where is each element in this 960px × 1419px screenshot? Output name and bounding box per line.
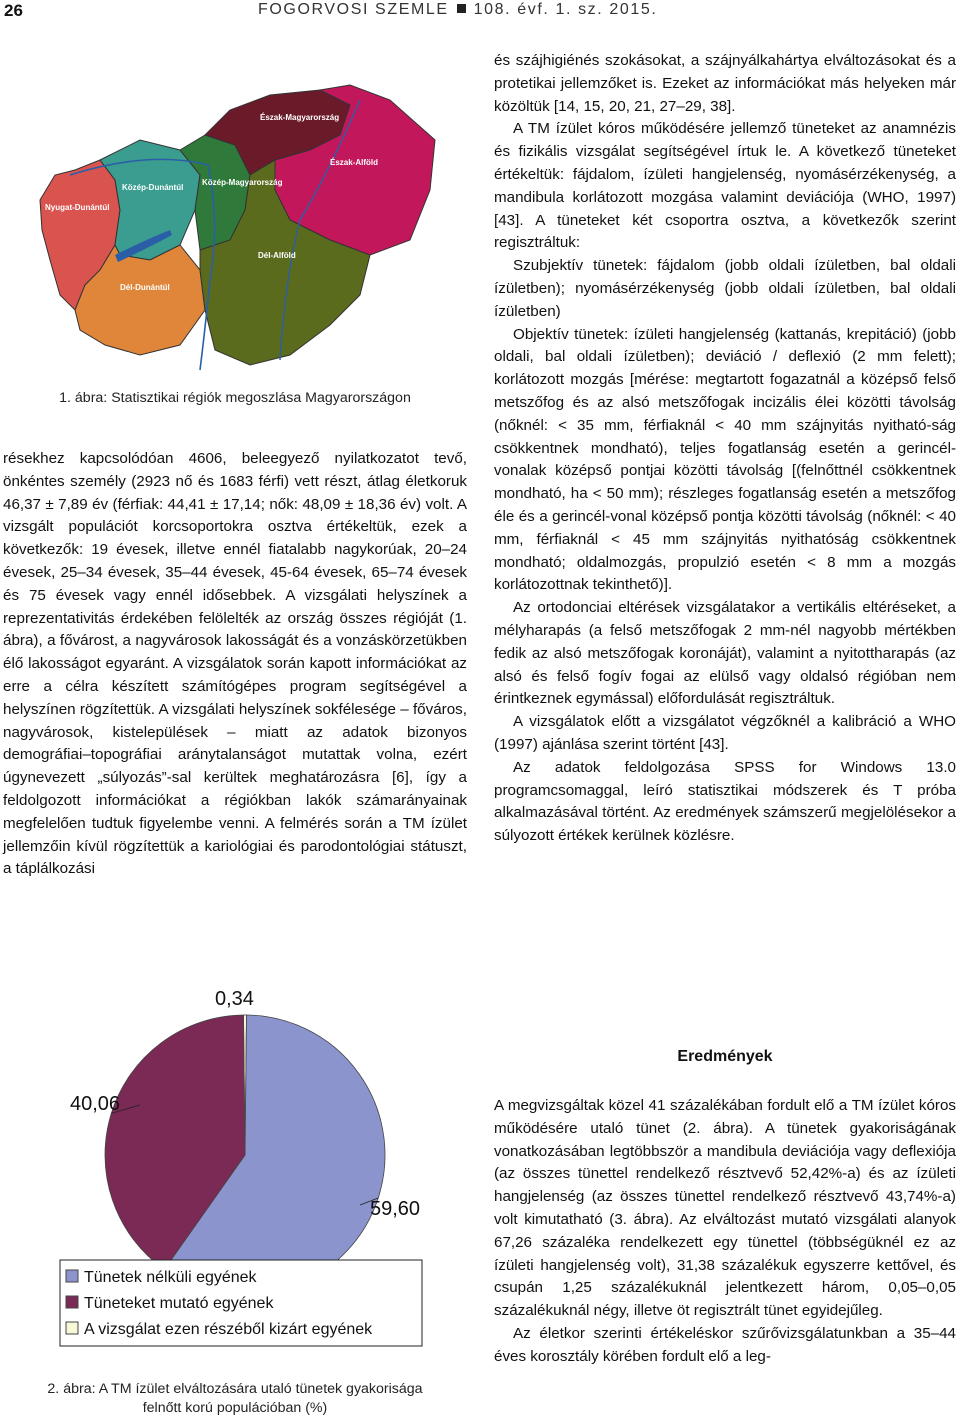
legend-label-0: Tünetek nélküli egyének bbox=[84, 1269, 257, 1286]
data-label-2: 0,34 bbox=[215, 988, 254, 1010]
results-paragraph-1: A megvizsgáltak közel 41 százalékában fordult elő a TM ízület kóros működésére utaló tünet (2. ábra). A tünetek gyakoriságának vonatkozásában legtöbbször a mandibula deviációja vagy deflexiója (az összes tünettel rendelkező résztvevő 52,42%-a) és az ízületi hangjelenség (az összes tünettel rendelkező résztvevő 43,74%-a) volt kimutatható (3. ábra). Az elváltozást mutató vizsgálati alanyok 67,26 százaléka rendelkezett egy tünettel (többségüknél ez az ízületi hangjelenség volt), 31,38 százalékuk egyszerre kettővel, és csupán 1,25 százalékuknál jelentkezett három, 0,05–0,05 százalékuknál négy, illetve öt regisztrált tünet egyidejűleg. bbox=[494, 1097, 956, 1320]
label-kozep-magyarorszag: Közép-Magyarország bbox=[202, 178, 283, 187]
pie-chart-figure bbox=[30, 960, 440, 1360]
figure2-caption-line1: 2. ábra: A TM ízület elváltozására utaló tünetek gyakorisága bbox=[47, 1381, 423, 1397]
right-paragraph-7: Az adatok feldolgozása SPSS for Windows 13.0 programcsomaggal, leíró statisztikai módszerek és T próba alkalmazásával történt. Az eredmények számszerű megjelölésekor a súlyozott értékek kerülnek közlésre. bbox=[494, 758, 956, 845]
right-paragraph-2: A TM ízület kóros működésére jellemző tüneteket az anamnézis és fizikális vizsgálat segítségével írtuk le. A következő tüneteket értékeltük: fájdalom, ízületi hangjelenség, nyomásérzékenység, a mandibula korlátozott mozgása valamint deviációja (WHO, 1997) [43]. A tüneteket két csoportra osztva, a következők szerint regisztráltuk: bbox=[494, 120, 956, 252]
right-paragraph-1: és szájhigiénés szokásokat, a szájnyálkahártya elváltozásokat és a protetikai jellemzőket is. Ezeket az információkat más helyeken már közöltük [14, 15, 20, 21, 27–29, 38]. bbox=[494, 52, 956, 115]
running-header bbox=[0, 0, 960, 26]
data-label-1: 40,06 bbox=[70, 1093, 121, 1115]
right-column bbox=[494, 50, 956, 848]
legend-swatch-1 bbox=[66, 1296, 78, 1308]
figure2-caption bbox=[3, 1380, 467, 1418]
label-eszak-alfold: Észak-Alföld bbox=[330, 158, 379, 167]
data-label-0: 59,60 bbox=[370, 1198, 421, 1220]
separator-square bbox=[457, 4, 466, 13]
left-paragraph: résekhez kapcsolódóan 4606, beleegyező nyilatkozatot tevő, önkéntes személy (2923 nő és 1683 férfi) vett részt, átlag életkoruk 46,37 ± 7,89 év (férfiak: 44,41 ± 17,14; nők: 48,09 ± 18,36 év) volt. A vizsgált populációt korcsoportokra osztva értékeltük, ezek a következők: 19 évesek, illetve ennél fiatalabb nagykorúak, 20–24 évesek, 25–34 évesek, 35–44 évesek, 45-64 évesek, 65–74 évesek és 75 évesek vagy ennél idősebbek. A vizsgálati helyszínek a reprezentativitás érdekében felölelték az ország összes régióját (1. ábra), a fővárost, a nagyvárosok lakosságát és a vonzáskörzetükben élő lakosságot egyaránt. A vizsgálatok során kapott információkat az erre a célra készített számítógépes program segítségével a helyszínen rögzítettük. A vizsgálati helyszínek sokfélesége – főváros, nagyvárosok, kistelepülések – miatt az adatok bizonyos demográfiai–topográfiai aránytalanságot mutattak volna, ezért úgynevezett „súlyozás”-sal kerültek meghatározásra [6], így a feldolgozott információkat a régiókban lakók számarányainak megfelelően tudtuk figyelembe venni. A felmérés során a TM ízület jellemzőin kívül rögzítettük a kariológiai és parodontológiai státuszt, a táplálkozási bbox=[3, 450, 467, 878]
legend-swatch-0 bbox=[66, 1270, 78, 1282]
label-del-alfold: Dél-Alföld bbox=[258, 251, 296, 260]
legend-label-2: A vizsgálat ezen részéből kizárt egyének bbox=[84, 1321, 373, 1338]
right-paragraph-5: Az ortodonciai eltérések vizsgálatakor a vertikális eltéréseket, a mélyharapás (a felső metszőfogak 2 mm-nél nagyobb mértékben fedik az alsó metszőfogak koronáját), valamint a nyitottharapás (az alsó és felső fogív fogai az elülső vagy oldalsó régióban nem érintkeznek egymással) előfordulását regisztráltuk. bbox=[494, 599, 956, 708]
label-del-dunantul: Dél-Dunántúl bbox=[120, 283, 170, 292]
page-number: 26 bbox=[4, 1, 23, 20]
label-kozep-dunantul: Közép-Dunántúl bbox=[122, 183, 184, 192]
journal-name: FOGORVOSI SZEMLE bbox=[258, 1, 449, 18]
right-paragraph-3: Szubjektív tünetek: fájdalom (jobb oldali ízületben, bal oldali ízületben); nyomásérzékenység (jobb oldali ízületben, bal oldali ízületben) bbox=[494, 257, 956, 320]
left-column bbox=[3, 448, 467, 881]
legend-label-1: Tüneteket mutató egyének bbox=[84, 1295, 274, 1312]
label-eszak-magyarorszag: Észak-Magyarország bbox=[260, 113, 340, 122]
results-column bbox=[494, 1095, 956, 1369]
journal-title bbox=[258, 1, 657, 19]
pie-chart-svg bbox=[30, 960, 440, 1360]
right-paragraph-4: Objektív tünetek: ízületi hangjelenség (kattanás, krepitáció) (jobb oldali, bal oldali ízületben); deviáció / deflexió (2 mm felett); korlátozott mozgás [mérése: megtartott fogazatnál a középső felső metszőfog és az alsó metszőfogak incizális élei közötti távolság (nőknél: < 35 mm, férfiaknál < 40 mm szájnyitás nyitható-ság csökkentnek mondható), teljes fogatlanság esetén a gerincél-vonalak középső pontjai közötti távolság [(felnőttnél csökkentnek mondható, ha < 50 mm); részleges fogatlanság esetén a metszőfog éle és a gerincél-vonal középső pontja közötti távolság (nőknél: < 40 mm, férfiaknál < 45 mm szájnyitás nyithatóság csökkentnek mondható; oldalmozgás, propulzió esetén < 8 mm a mozgás korlátozottnak tekinthető)]. bbox=[494, 325, 956, 594]
label-nyugat-dunantul: Nyugat-Dunántúl bbox=[45, 203, 110, 212]
pie-legend bbox=[60, 1260, 422, 1346]
section-heading-results: Eredmények bbox=[677, 1048, 773, 1065]
journal-issue: 108. évf. 1. sz. 2015. bbox=[473, 1, 658, 18]
right-paragraph-6: A vizsgálatok előtt a vizsgálatot végzőknél a kalibráció a WHO (1997) ajánlása szerint történt [43]. bbox=[494, 713, 956, 753]
hungary-region-map bbox=[30, 80, 450, 380]
legend-swatch-2 bbox=[66, 1322, 78, 1334]
results-paragraph-2: Az életkor szerinti értékeléskor szűrővizsgálatunkban a 35–44 éves korosztály körében fordult elő a leg- bbox=[494, 1324, 956, 1365]
figure2-caption-line2: felnőtt korú populációban (%) bbox=[142, 1400, 328, 1416]
figure1-caption: 1. ábra: Statisztikai régiók megoszlása Magyarországon bbox=[59, 390, 411, 406]
map-svg bbox=[30, 80, 450, 380]
